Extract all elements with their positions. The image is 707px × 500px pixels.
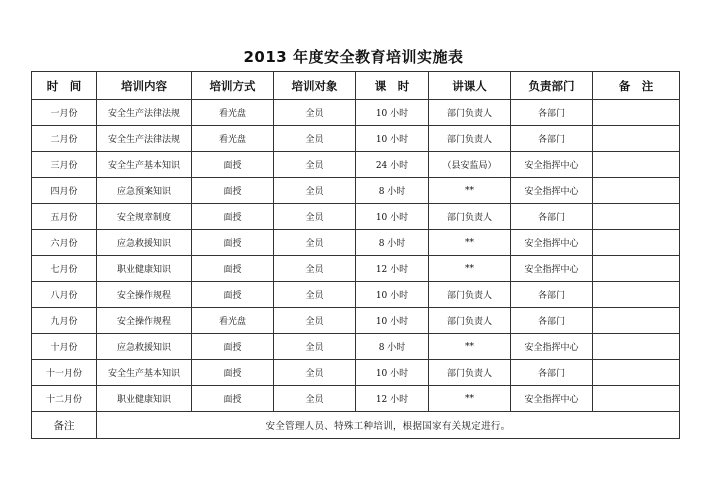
header-time: 时 间 (32, 72, 97, 100)
cell-audience: 全员 (274, 126, 356, 152)
table-header-row (32, 72, 680, 100)
cell-remarks (593, 100, 680, 126)
cell-hours: 10 小时 (356, 100, 429, 126)
table-footer-row (32, 412, 680, 439)
table-row (32, 178, 680, 204)
cell-department: 各部门 (511, 204, 593, 230)
cell-month: 二月份 (32, 126, 97, 152)
header-audience: 培训对象 (274, 72, 356, 100)
cell-hours: 12 小时 (356, 386, 429, 412)
cell-hours: 24 小时 (356, 152, 429, 178)
table-row (32, 152, 680, 178)
cell-method: 面授 (192, 386, 274, 412)
cell-content: 安全生产基本知识 (97, 360, 192, 386)
cell-month: 十二月份 (32, 386, 97, 412)
cell-hours: 10 小时 (356, 204, 429, 230)
table-row (32, 386, 680, 412)
cell-lecturer: 部门负责人 (429, 360, 511, 386)
cell-remarks (593, 282, 680, 308)
cell-department: 各部门 (511, 282, 593, 308)
cell-lecturer: 部门负责人 (429, 126, 511, 152)
cell-remarks (593, 360, 680, 386)
cell-month: 八月份 (32, 282, 97, 308)
cell-month: 七月份 (32, 256, 97, 282)
cell-month: 三月份 (32, 152, 97, 178)
cell-lecturer: （县安监局） (429, 152, 511, 178)
cell-lecturer: ** (429, 256, 511, 282)
cell-content: 应急预案知识 (97, 178, 192, 204)
cell-remarks (593, 256, 680, 282)
cell-content: 安全生产法律法规 (97, 100, 192, 126)
cell-method: 看光盘 (192, 126, 274, 152)
table-row (32, 282, 680, 308)
cell-hours: 8 小时 (356, 178, 429, 204)
cell-remarks (593, 386, 680, 412)
cell-method: 面授 (192, 152, 274, 178)
cell-hours: 10 小时 (356, 308, 429, 334)
cell-lecturer: ** (429, 230, 511, 256)
cell-department: 安全指挥中心 (511, 152, 593, 178)
header-lecturer: 讲课人 (429, 72, 511, 100)
cell-method: 面授 (192, 256, 274, 282)
cell-remarks (593, 126, 680, 152)
cell-lecturer: 部门负责人 (429, 308, 511, 334)
cell-method: 面授 (192, 204, 274, 230)
cell-month: 十月份 (32, 334, 97, 360)
header-hours: 课 时 (356, 72, 429, 100)
cell-hours: 12 小时 (356, 256, 429, 282)
cell-department: 安全指挥中心 (511, 178, 593, 204)
cell-lecturer: 部门负责人 (429, 100, 511, 126)
cell-lecturer: ** (429, 178, 511, 204)
cell-month: 五月份 (32, 204, 97, 230)
cell-method: 看光盘 (192, 308, 274, 334)
cell-department: 各部门 (511, 126, 593, 152)
header-remarks: 备 注 (593, 72, 680, 100)
cell-audience: 全员 (274, 360, 356, 386)
header-method: 培训方式 (192, 72, 274, 100)
cell-department: 各部门 (511, 308, 593, 334)
cell-department: 各部门 (511, 100, 593, 126)
cell-content: 安全操作规程 (97, 308, 192, 334)
table-row (32, 100, 680, 126)
cell-audience: 全员 (274, 334, 356, 360)
cell-month: 六月份 (32, 230, 97, 256)
cell-department: 安全指挥中心 (511, 334, 593, 360)
cell-remarks (593, 334, 680, 360)
table-row (32, 360, 680, 386)
cell-remarks (593, 308, 680, 334)
cell-method: 面授 (192, 282, 274, 308)
cell-department: 安全指挥中心 (511, 386, 593, 412)
cell-month: 十一月份 (32, 360, 97, 386)
cell-remarks (593, 152, 680, 178)
cell-hours: 8 小时 (356, 230, 429, 256)
cell-method: 面授 (192, 360, 274, 386)
cell-method: 面授 (192, 334, 274, 360)
cell-content: 应急救援知识 (97, 230, 192, 256)
cell-audience: 全员 (274, 178, 356, 204)
cell-method: 看光盘 (192, 100, 274, 126)
cell-department: 各部门 (511, 360, 593, 386)
table-row (32, 334, 680, 360)
cell-audience: 全员 (274, 230, 356, 256)
cell-department: 安全指挥中心 (511, 230, 593, 256)
cell-audience: 全员 (274, 152, 356, 178)
page-title: 2013 年度安全教育培训实施表 (243, 48, 464, 66)
cell-hours: 10 小时 (356, 282, 429, 308)
cell-lecturer: 部门负责人 (429, 282, 511, 308)
cell-month: 四月份 (32, 178, 97, 204)
cell-content: 安全生产基本知识 (97, 152, 192, 178)
training-plan-table (31, 71, 680, 439)
footer-text: 安全管理人员、特殊工种培训，根据国家有关规定进行。 (97, 412, 680, 439)
header-department: 负责部门 (511, 72, 593, 100)
cell-month: 一月份 (32, 100, 97, 126)
cell-audience: 全员 (274, 256, 356, 282)
cell-remarks (593, 178, 680, 204)
cell-content: 应急救援知识 (97, 334, 192, 360)
cell-content: 安全规章制度 (97, 204, 192, 230)
cell-content: 职业健康知识 (97, 386, 192, 412)
cell-hours: 10 小时 (356, 126, 429, 152)
table-row (32, 126, 680, 152)
cell-department: 安全指挥中心 (511, 256, 593, 282)
cell-audience: 全员 (274, 204, 356, 230)
cell-lecturer: ** (429, 334, 511, 360)
cell-remarks (593, 230, 680, 256)
cell-audience: 全员 (274, 282, 356, 308)
table-row (32, 204, 680, 230)
cell-lecturer: ** (429, 386, 511, 412)
cell-content: 安全生产法律法规 (97, 126, 192, 152)
cell-hours: 8 小时 (356, 334, 429, 360)
cell-audience: 全员 (274, 386, 356, 412)
cell-audience: 全员 (274, 308, 356, 334)
cell-month: 九月份 (32, 308, 97, 334)
table-row (32, 230, 680, 256)
table-row (32, 308, 680, 334)
cell-lecturer: 部门负责人 (429, 204, 511, 230)
cell-hours: 10 小时 (356, 360, 429, 386)
cell-remarks (593, 204, 680, 230)
cell-audience: 全员 (274, 100, 356, 126)
cell-content: 职业健康知识 (97, 256, 192, 282)
footer-label: 备注 (32, 412, 97, 439)
table-row (32, 256, 680, 282)
header-content: 培训内容 (97, 72, 192, 100)
cell-method: 面授 (192, 230, 274, 256)
cell-method: 面授 (192, 178, 274, 204)
cell-content: 安全操作规程 (97, 282, 192, 308)
